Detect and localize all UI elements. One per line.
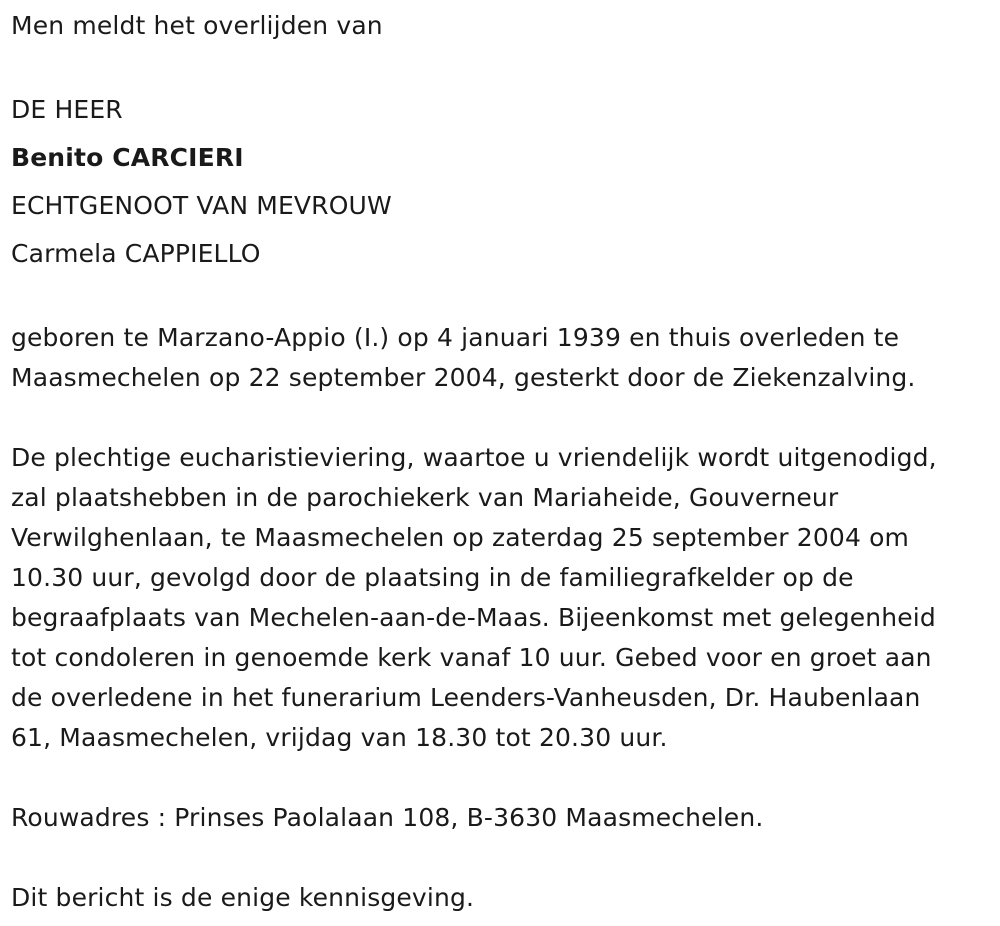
- paragraph-line: 61, Maasmechelen, vrijdag van 18.30 tot 20.30 uur.: [11, 723, 668, 752]
- honorific: DE HEER: [11, 95, 123, 124]
- spacer: [11, 838, 996, 878]
- birth-death-paragraph: [11, 318, 996, 398]
- closing-note: Dit bericht is de enige kennisgeving.: [11, 883, 475, 912]
- paragraph-line: zal plaatshebben in de parochiekerk van Mariaheide, Gouverneur: [11, 483, 839, 512]
- spouse-name: Carmela CAPPIELLO: [11, 239, 261, 268]
- paragraph-line: geboren te Marzano-Appio (I.) op 4 januari 1939 en thuis overleden te: [11, 323, 900, 352]
- paragraph-line: tot condoleren in genoemde kerk vanaf 10 uur. Gebed voor en groet aan: [11, 643, 932, 672]
- spacer: [11, 46, 996, 86]
- ceremony-paragraph: [11, 438, 996, 758]
- spacer: [11, 278, 996, 318]
- intro-text: Men meldt het overlijden van: [11, 11, 383, 40]
- deceased-header: [11, 86, 996, 278]
- deceased-name: Benito CARCIERI: [11, 143, 244, 172]
- paragraph-line: Verwilghenlaan, te Maasmechelen op zaterdag 25 september 2004 om: [11, 523, 910, 552]
- paragraph-line: begraafplaats van Mechelen-aan-de-Maas. Bijeenkomst met gelegenheid: [11, 603, 936, 632]
- relation-label: ECHTGENOOT VAN MEVROUW: [11, 191, 392, 220]
- paragraph-line: Maasmechelen op 22 september 2004, gesterkt door de Ziekenzalving.: [11, 363, 916, 392]
- paragraph-line: De plechtige eucharistieviering, waartoe u vriendelijk wordt uitgenodigd,: [11, 443, 937, 472]
- mourning-address: Rouwadres : Prinses Paolalaan 108, B-3630 Maasmechelen.: [11, 803, 764, 832]
- paragraph-line: de overledene in het funerarium Leenders-Vanheusden, Dr. Haubenlaan: [11, 683, 921, 712]
- paragraph-line: 10.30 uur, gevolgd door de plaatsing in de familiegrafkelder op de: [11, 563, 854, 592]
- spacer: [11, 758, 996, 798]
- death-notice: [11, 6, 996, 918]
- spacer: [11, 398, 996, 438]
